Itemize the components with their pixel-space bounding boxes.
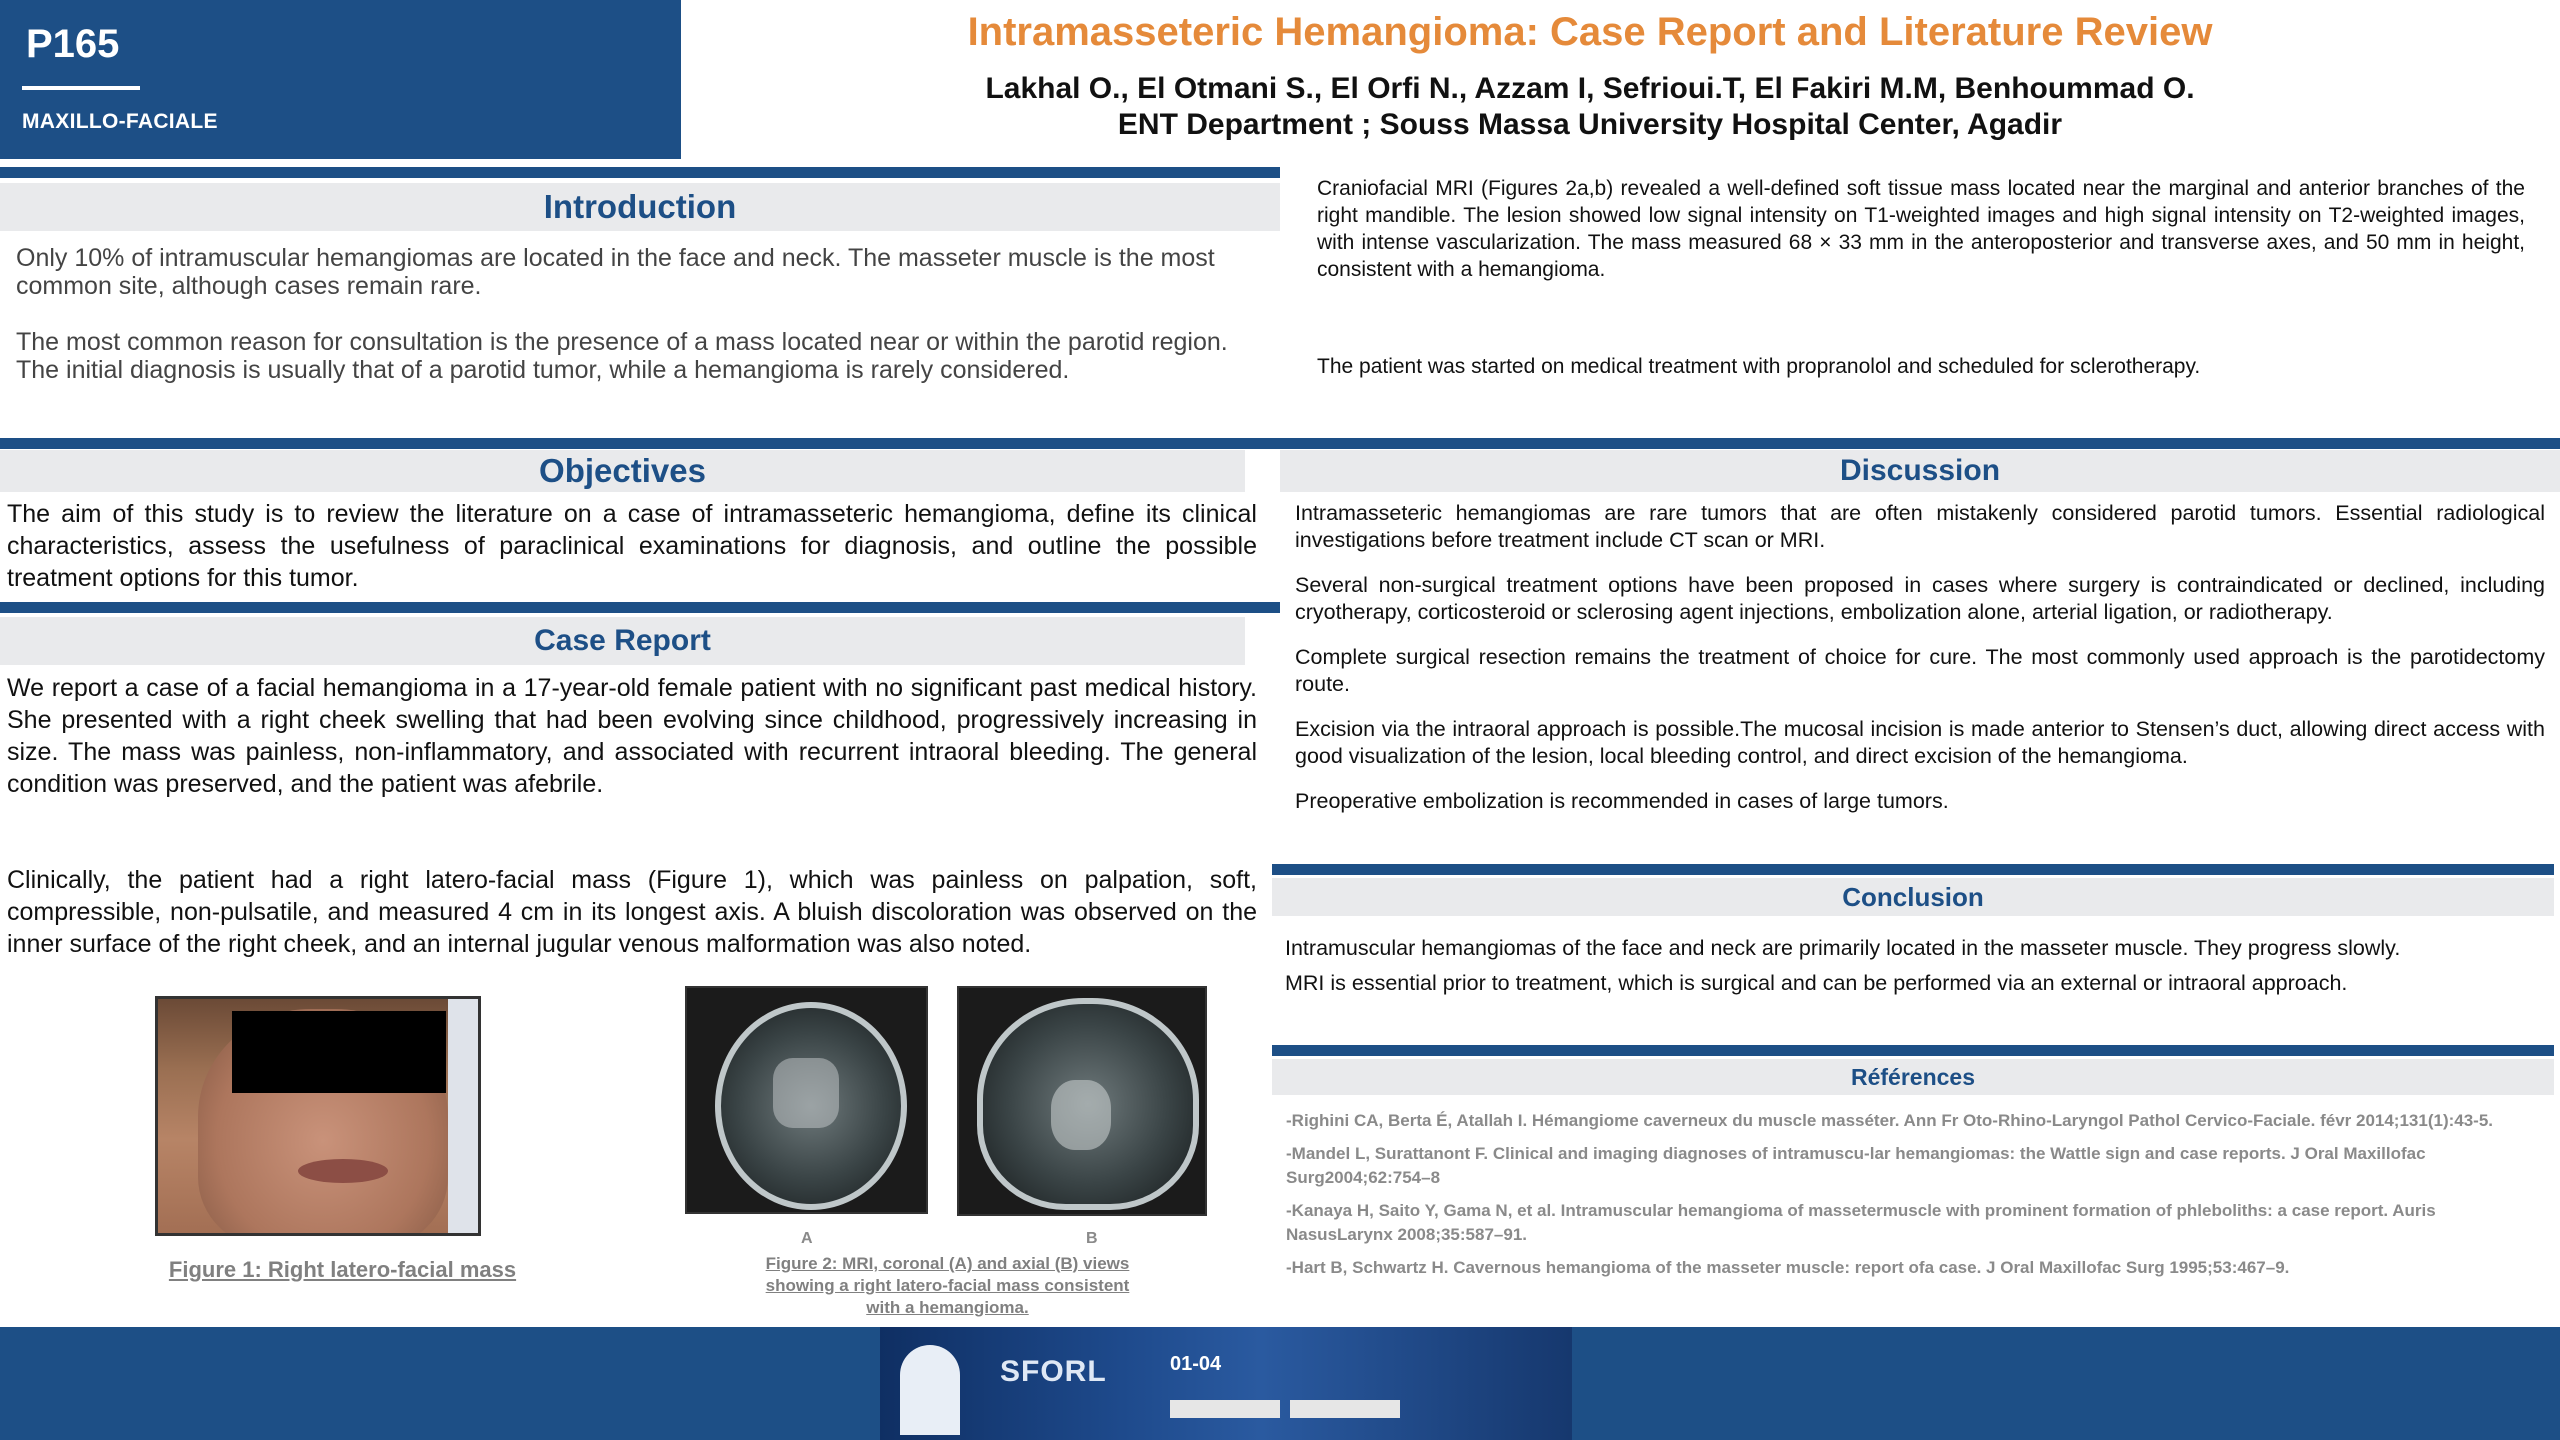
case-report-heading: Case Report: [0, 617, 1245, 665]
figure-2-label-a: A: [801, 1230, 813, 1247]
figure-1-caption: Figure 1: Right latero-facial mass: [168, 1257, 517, 1282]
anonymization-bar: [232, 1011, 446, 1093]
conclusion-paragraph-2: MRI is essential prior to treatment, which is surgical and can be performed via an external or intraoral approach.: [1285, 971, 2348, 995]
discussion-paragraph-5: Preoperative embolization is recommended in cases of large tumors.: [1295, 789, 1949, 813]
reference-2: -Mandel L, Surattanont F. Clinical and imaging diagnoses of intramuscu-lar hemangiomas: the Wattle sign and case reports. J Oral Maxillofac Surg2004;62:754–8: [1286, 1144, 2426, 1187]
discussion-heading: Discussion: [1280, 450, 2560, 492]
mri-coronal-detail: [773, 1058, 839, 1128]
mri-paragraph-1: Craniofacial MRI (Figures 2a,b) revealed a well-defined soft tissue mass located near the marginal and anterior branches of the right mandible. The lesion showed low signal intensity on T1-weighted images and high signal intensity on T2-weighted images, with intense vascularization. The mass measured 68 × 33 mm in the anteroposterior and transverse axes, and 50 mm in height, consistent with a hemangioma.: [1317, 177, 2525, 281]
introduction-bar: [0, 167, 1280, 178]
figure-2-caption-line-2: showing a right latero-facial mass consistent: [765, 1276, 1130, 1295]
case-report-bar: [0, 602, 1280, 613]
objectives-heading: Objectives: [0, 450, 1245, 492]
conclusion-heading: Conclusion: [1272, 878, 2554, 916]
references-list: [1286, 1109, 2536, 1289]
lips-shape: [298, 1159, 388, 1183]
figure-1-photo: [155, 996, 481, 1236]
introduction-heading: Introduction: [0, 183, 1280, 231]
objectives-bar: [0, 438, 1280, 449]
banner-silhouette-icon: [900, 1345, 960, 1435]
discussion-bar: [1280, 438, 2560, 449]
mri-axial-image: [957, 986, 1207, 1216]
figure-2-caption-line-1: Figure 2: MRI, coronal (A) and axial (B) views: [765, 1254, 1130, 1273]
poster-category: MAXILLO-FACIALE: [22, 110, 218, 133]
collar-shape: [448, 999, 481, 1236]
conclusion-text: [1285, 935, 2540, 1005]
introduction-text: [16, 244, 1246, 384]
discussion-text: [1295, 500, 2545, 833]
reference-1: -Righini CA, Berta É, Atallah I. Hémangiome caverneux du muscle masséter. Ann Fr Oto-Rhino-Laryngol Pathol Cervico-Faciale. févr 2014;131(1):43-5.: [1286, 1111, 2494, 1130]
case-report-text: [7, 672, 1257, 960]
case-report-paragraph-2: Clinically, the patient had a right latero-facial mass (Figure 1), which was painless on palpation, soft, compressible, non-pulsatile, and measured 4 cm in its longest axis. A bluish discoloration was observed on the inner surface of the right cheek, and an internal jugular venous malformation was also noted.: [7, 866, 1257, 958]
introduction-paragraph-2: The most common reason for consultation is the presence of a mass located near or within the parotid region. The initial diagnosis is usually that of a parotid tumor, while a hemangioma is rarely considered.: [16, 328, 1228, 384]
mri-coronal-image: [685, 986, 928, 1214]
banner-logo-text: SFORL: [1000, 1355, 1107, 1388]
objectives-text: [7, 498, 1257, 594]
poster-id: P165: [26, 22, 120, 66]
objectives-paragraph: The aim of this study is to review the literature on a case of intramasseteric hemangioma, define its clinical characteristics, assess the usefulness of paraclinical examinations for diagnosis, and outline the possible treatment options for this tumor.: [7, 500, 1257, 592]
figure-2-caption-line-3: with a hemangioma.: [866, 1298, 1029, 1317]
conclusion-bar: [1272, 864, 2554, 875]
poster-authors: Lakhal O., El Otmani S., El Orfi N., Azzam I, Sefrioui.T, El Fakiri M.M, Benhoummad O.: [985, 72, 2195, 105]
banner-sponsor-box-2: [1290, 1400, 1400, 1418]
references-heading: Références: [1272, 1059, 2554, 1095]
introduction-paragraph-1: Only 10% of intramuscular hemangiomas are located in the face and neck. The masseter muscle is the most common site, although cases remain rare.: [16, 244, 1215, 300]
banner-dates: 01-04: [1170, 1353, 1222, 1375]
poster-id-underline: [22, 86, 140, 90]
mri-paragraph-2: The patient was started on medical treatment with propranolol and scheduled for sclerotherapy.: [1317, 355, 2201, 378]
figure-2-caption: [700, 1253, 1195, 1319]
mri-axial-detail: [1051, 1080, 1111, 1150]
mri-text: [1317, 175, 2525, 380]
banner-sponsor-box-1: [1170, 1400, 1280, 1418]
reference-4: -Hart B, Schwartz H. Cavernous hemangioma of the masseter muscle: report ofa case. J Oral Maxillofac Surg 1995;53:467–9.: [1286, 1258, 2290, 1277]
case-report-paragraph-1: We report a case of a facial hemangioma in a 17-year-old female patient with no significant past medical history. She presented with a right cheek swelling that had been evolving since childhood, progressively increasing in size. The mass was painless, non-inflammatory, and associated with recurrent intraoral bleeding. The general condition was preserved, and the patient was afebrile.: [7, 674, 1257, 798]
discussion-paragraph-1: Intramasseteric hemangiomas are rare tumors that are often mistakenly considered parotid tumors. Essential radiological investigations before treatment include CT scan or MRI.: [1295, 501, 2545, 552]
congress-banner: [880, 1327, 1572, 1440]
poster-title: Intramasseteric Hemangioma: Case Report and Literature Review: [967, 10, 2213, 54]
discussion-paragraph-2: Several non-surgical treatment options have been proposed in cases where surgery is contraindicated or declined, including cryotherapy, corticosteroid or sclerosing agent injections, embolization alone, arterial ligation, or radiotherapy.: [1295, 573, 2545, 624]
conclusion-paragraph-1: Intramuscular hemangiomas of the face and neck are primarily located in the masseter muscle. They progress slowly.: [1285, 936, 2401, 960]
poster-affiliation: ENT Department ; Souss Massa University Hospital Center, Agadir: [1117, 108, 2063, 141]
discussion-paragraph-4: Excision via the intraoral approach is possible.The mucosal incision is made anterior to Stensen’s duct, allowing direct access with good visualization of the lesion, local bleeding control, and direct excision of the hemangioma.: [1295, 717, 2545, 768]
discussion-paragraph-3: Complete surgical resection remains the treatment of choice for cure. The most commonly used approach is the parotidectomy route.: [1295, 645, 2545, 696]
references-bar: [1272, 1045, 2554, 1056]
figure-2-label-b: B: [1086, 1230, 1098, 1247]
reference-3: -Kanaya H, Saito Y, Gama N, et al. Intramuscular hemangioma of massetermuscle with prominent formation of phleboliths: a case report. Auris NasusLarynx 2008;35:587–91.: [1286, 1201, 2436, 1244]
